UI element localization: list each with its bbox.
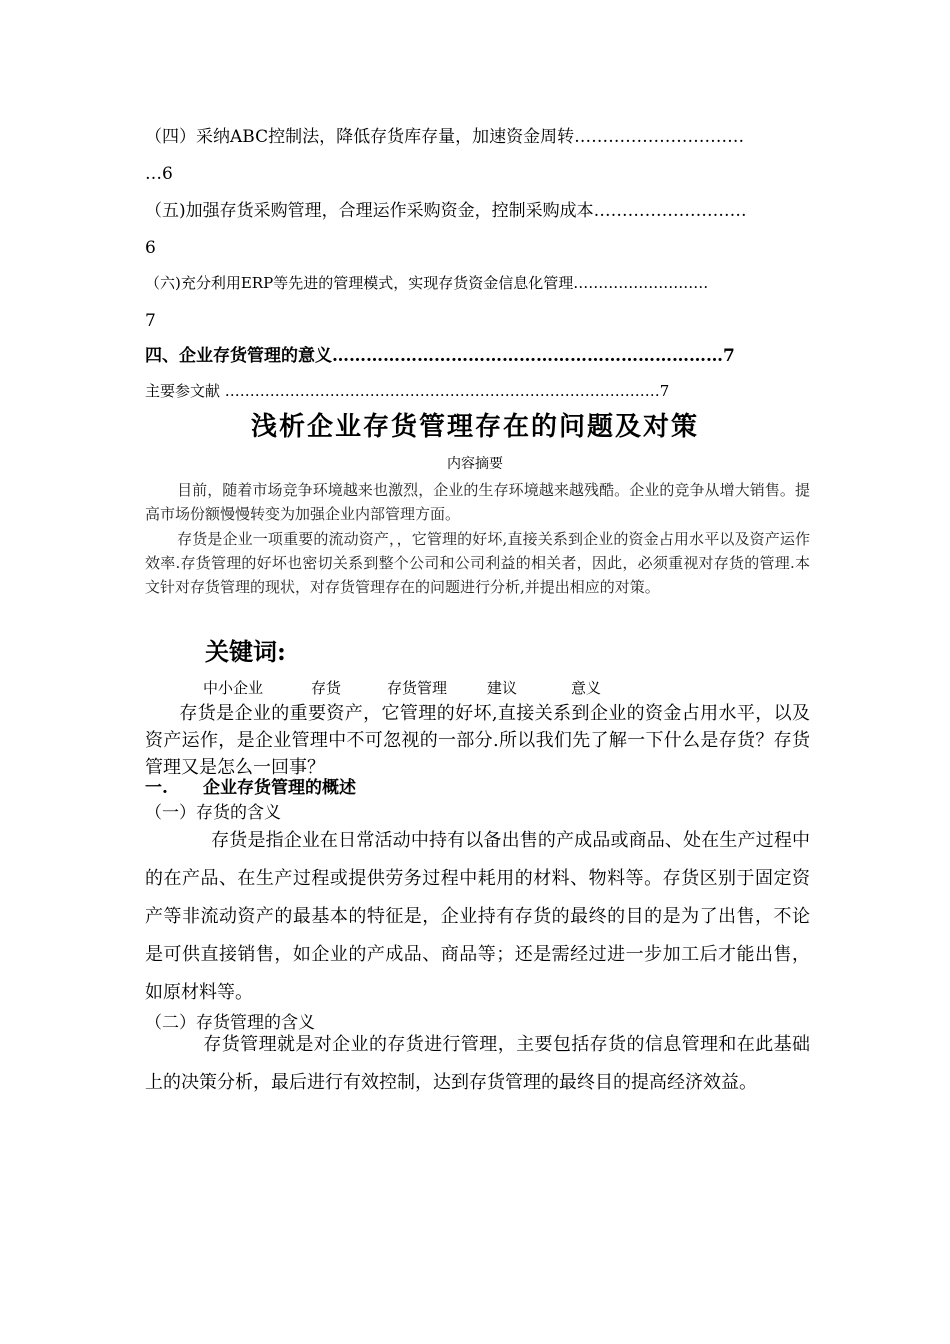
toc-entry-6-line1: （六)充分利用ERP等先进的管理模式，实现存货资金信息化管理………………………: [145, 274, 709, 292]
subsection-2-paragraph: [145, 1026, 810, 1102]
toc-entry-5-page: [145, 237, 805, 259]
toc-entry-5: [145, 200, 805, 222]
toc-entry-4-line2: …6: [145, 164, 173, 184]
subsection-2-heading: （二）存货管理的含义: [145, 1013, 315, 1033]
toc-entry-4-page: [145, 163, 805, 185]
abstract-paragraph-2: [145, 527, 810, 599]
keyword-item: 意义: [571, 679, 602, 697]
section-1-number: 一.: [145, 778, 168, 798]
keyword-item: 建议: [487, 679, 518, 697]
toc-entry-references: [145, 380, 805, 402]
keywords-title: 关键词:: [205, 637, 286, 666]
toc-entry-5-line1: （五)加强存货采购管理，合理运作采购资金，控制采购成本………………………: [145, 201, 747, 221]
intro-paragraph-text: 存货是企业的重要资产，它管理的好坏,直接关系到企业的资金占用水平，以及资产运作，是企业管理中不可忽视的一部分.所以我们先了解一下什么是存货？存货管理又是怎么一回事？: [145, 703, 810, 778]
abstract-paragraph-1: [145, 478, 810, 526]
abstract-label: 内容摘要: [447, 456, 503, 472]
abstract-paragraph-1-text: 目前，随着市场竞争环境越来也激烈，企业的生存环境越来越残酷。企业的竞争从增大销售。提高市场份额慢慢转变为加强企业内部管理方面。: [145, 481, 810, 523]
subsection-1-paragraph: [145, 822, 810, 1012]
subsection-1-paragraph-text: 存货是指企业在日常活动中持有以备出售的产成品或商品、处在生产过程中的在产品、在生产过程或提供劳务过程中耗用的材料、物料等。存货区别于固定资产等非流动资产的最基本的特征是，企业持有存货的最终的目的是为了出售，不论是可供直接销售，如企业的产成品、商品等；还是需经过进一步加工后才能出售，如原材料等。: [145, 830, 810, 1003]
toc-entry-6-page: [145, 310, 805, 332]
abstract-paragraph-2-text: 存货是企业一项重要的流动资产，，它管理的好坏,直接关系到企业的资金占用水平以及资产运作效率.存货管理的好坏也密切关系到整个公司和公司利益的相关者，因此，必须重视对存货的管理.本文针对存货管理的现状，对存货管理存在的问题进行分析,并提出相应的对策。: [145, 530, 810, 596]
keyword-item: 存货: [311, 679, 342, 697]
toc-entry-5-line2: 6: [145, 238, 156, 258]
toc-entry-references-text: 主要参文献 ……………………………………………………………………………7: [145, 382, 670, 400]
intro-paragraph: [145, 700, 810, 781]
keyword-item: 中小企业: [203, 679, 264, 697]
toc-entry-4: [145, 126, 805, 148]
section-1-heading: 企业存货管理的概述: [203, 778, 356, 798]
toc-entry-6-line2: 7: [145, 311, 156, 331]
document-title: 浅析企业存货管理存在的问题及对策: [250, 412, 699, 442]
subsection-1-heading: （一）存货的含义: [145, 803, 281, 823]
toc-entry-4-line1: （四）采纳ABC控制法，降低存货库存量，加速资金周转…………………………: [145, 127, 745, 147]
toc-entry-section4: [145, 345, 805, 367]
toc-entry-6: [145, 272, 805, 294]
subsection-2-paragraph-text: 存货管理就是对企业的存货进行管理，主要包括存货的信息管理和在此基础上的决策分析，最后进行有效控制，达到存货管理的最终目的提高经济效益。: [145, 1034, 810, 1093]
keyword-item: 存货管理: [387, 679, 448, 697]
toc-entry-section4-text: 四、企业存货管理的意义……………………………………………………………7: [145, 346, 735, 366]
